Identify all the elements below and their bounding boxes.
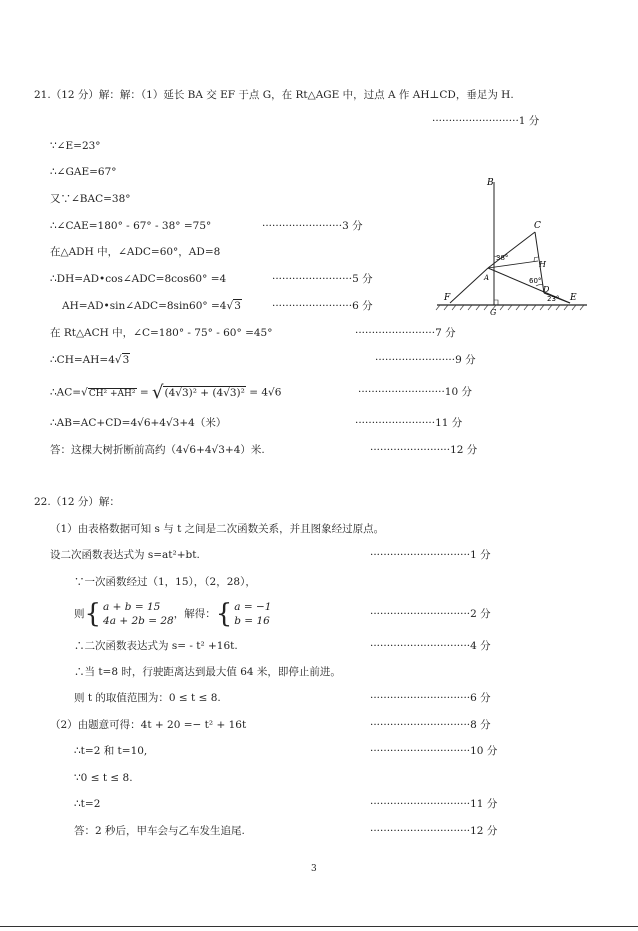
q22-set-expression: 设二次函数表达式为 s=at²+bt. [50,549,200,561]
q22-score-11: ······························11 分 [370,798,498,810]
q22-score-2: ······························2 分 [370,608,491,620]
label-f: F [444,293,451,303]
q21-header: 21.（12 分）解：解：（1）延长 BA 交 EF 于点 G，在 Rt△AGE 中，过点 A 作 AH⊥CD，垂足为 H. [34,89,514,101]
label-d: D [543,285,550,294]
q21-ah-radicand: 3 [234,300,241,312]
q21-line-triangle-adh: 在△ADH 中，∠ADC=60°，AD=8 [50,246,221,258]
q22-header: 22.（12 分）解： [34,496,120,508]
q22-system [74,600,271,628]
angle-60-label: 60° [529,277,542,285]
q21-ah-expr: AH=AD•sin∠ADC=8sin60° =4 [62,300,227,312]
q21-ch-expr: ∴CH=AH=4 [50,354,115,366]
brace-right: { [215,599,233,629]
label-h: H [539,260,546,269]
q21-score-10: ··························10 分 [358,386,472,398]
q22-result: ∴t=2 [74,798,101,810]
q22-points: ∵一次函数经过（1，15），（2，28）， [74,576,256,588]
angle-38-label: 38° [496,254,509,262]
q22-score-12: ······························12 分 [370,825,498,837]
label-e: E [570,293,577,303]
q22-equations [103,600,174,628]
label-a: A [484,274,490,282]
q21-line-dh: ∴DH=AD•cos∠ADC=8cos60° =4 [50,273,227,285]
right-angle-g [494,300,498,305]
q21-score-9: ························9 分 [375,354,476,366]
q22-roots: ∴t=2 和 t=10, [74,745,148,757]
q22-part1-intro: （1）由表格数据可知 s 与 t 之间是二次函数关系，并且图象经过原点。 [50,523,385,535]
q21-score-6: ························6 分 [272,300,373,312]
q22-max-value: ∴当 t=8 时，行驶距离达到最大值 64 米，即停止前进。 [74,666,341,678]
q21-score-1: ··························1 分 [432,115,540,127]
q22-constraint: ∵0 ≤ t ≤ 8. [74,772,133,784]
angle-23-label: 23° [547,295,560,303]
q22-solution [234,600,271,628]
q21-line-angle-bac: 又∵∠BAC=38° [50,193,131,205]
q21-line-ah: AH=AD•sin∠ADC=8sin60° =4√3 [62,300,241,312]
q21-line-ab: ∴AB=AC+CD=4√6+4√3+4（米） [50,417,227,429]
q22-eq1: a + b = 15 [103,601,161,613]
q22-score-6: ······························6 分 [370,692,491,704]
q22-answer: 答：2 秒后，甲车会与乙车发生追尾. [74,825,245,837]
q21-score-7: ························7 分 [355,327,456,339]
q22-part2-equation: （2）由题意可得：4t + 20 =− t² + 16t [50,719,247,731]
q21-line-angle-gae: ∴∠GAE=67° [50,166,117,178]
q22-quadratic: ∴二次函数表达式为 s= - t² +16t. [74,640,238,652]
q22-score-10: ······························10 分 [370,745,498,757]
q21-ac-result: = 4√6 [245,386,282,399]
q22-eq2: 4a + 2b = 28 [103,615,174,627]
label-b: B [487,178,494,188]
q21-score-5: ························5 分 [272,273,373,285]
q22-range: 则 t 的取值范围为：0 ≤ t ≤ 8. [74,692,221,704]
brace-left: { [84,599,102,629]
q21-line-ch: ∴CH=AH=4√3 [50,354,130,366]
q22-sol2: b = 16 [234,615,270,627]
footer-rule [0,926,638,927]
ground-hatching [436,305,584,310]
q21-ac-pre: ∴AC= [50,386,82,399]
q21-ac-mid: = [136,386,152,399]
line-fa [450,268,488,303]
q21-ac-radicand: CH² +AH² [88,388,136,399]
q22-score-4: ······························4 分 [370,640,491,652]
q21-ch-radicand: 3 [122,354,130,366]
q22-solve-label: ，解得： [173,608,216,620]
q21-score-11: ························11 分 [355,417,463,429]
label-g: G [490,308,497,315]
q22-score-8: ······························8 分 [370,719,491,731]
label-c: C [534,221,541,231]
q22-score-1: ······························1 分 [370,549,491,561]
page-number: 3 [311,864,317,874]
q21-answer: 答：这棵大树折断前高约（4√6+4√3+4）米. [50,444,265,456]
q21-score-12: ························12 分 [370,444,478,456]
q21-line-angle-e: ∵∠E=23° [50,140,101,152]
q21-line-triangle-ach: 在 Rt△ACH 中，∠C=180° - 75° - 60° =45° [50,327,273,339]
q21-score-3: ························3 分 [262,220,363,232]
q22-system-prefix: 则 [74,608,85,620]
q22-sol1: a = −1 [234,601,272,613]
q21-line-ac: ∴AC=√CH² +AH² = √(4√3)² + (4√3)² = 4√6 [50,382,282,403]
q21-line-angle-cae: ∴∠CAE=180° - 67° - 38° =75° [50,220,212,232]
q21-ac-inner: (4√3)² + (4√3)² [164,386,245,399]
geometry-figure [432,170,592,315]
